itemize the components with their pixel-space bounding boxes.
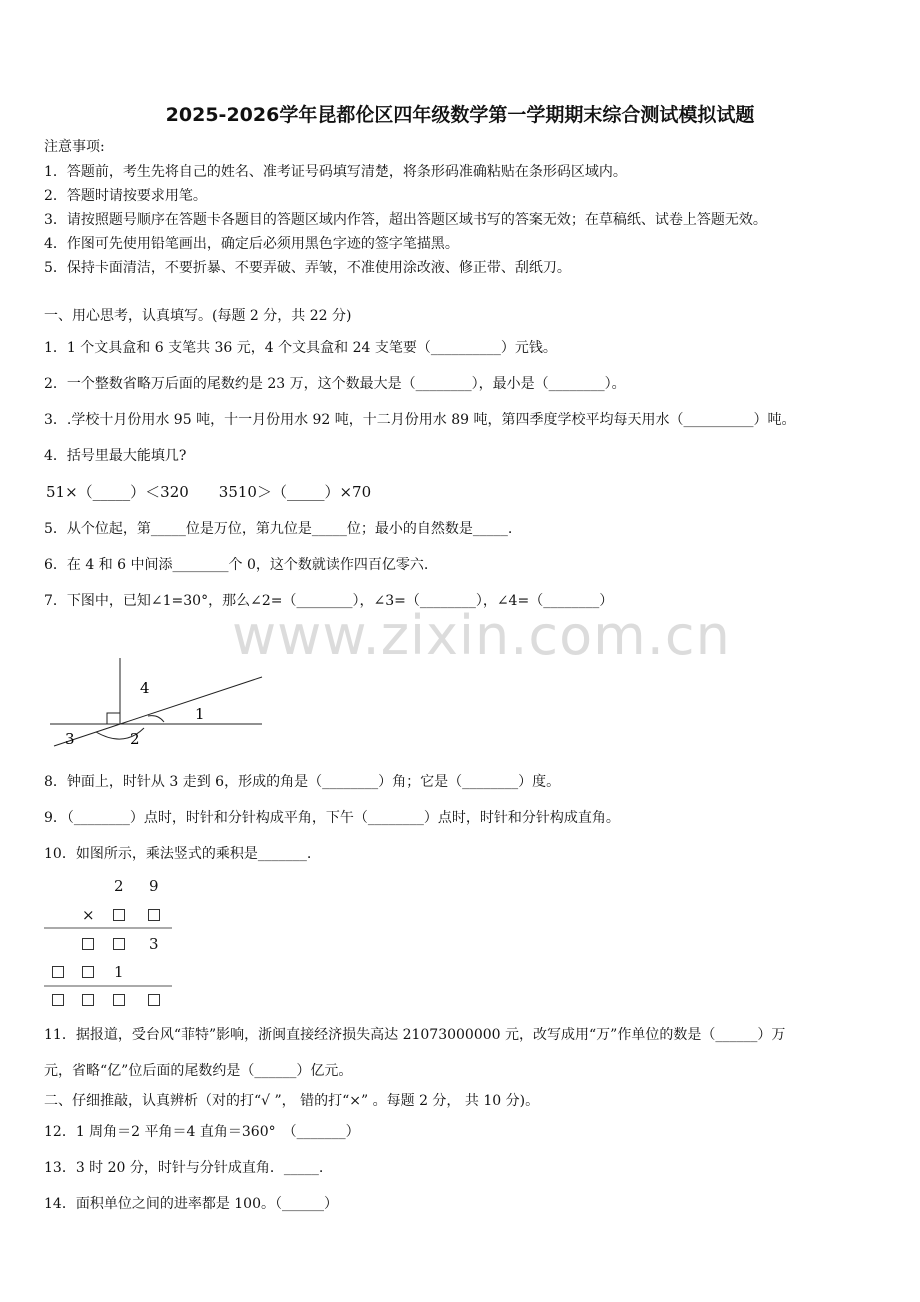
notice-item: 3．请按照题号顺序在答题卡各题目的答题区域内作答，超出答题区域书写的答案无效；在草稿纸、试卷上答题无效。	[44, 212, 767, 228]
digit: 2	[114, 877, 124, 895]
notice-item: 2．答题时请按要求用笔。	[44, 188, 207, 204]
question-5: 5．从个位起，第_____位是万位，第九位是_____位；最小的自然数是_____.	[44, 521, 513, 537]
oblique-line	[54, 677, 262, 746]
question-12: 12．1 周角＝2 平角＝4 直角＝360° （_______）	[44, 1124, 360, 1140]
blank-box	[113, 938, 125, 950]
question-11-continued: 元，省略“亿”位后面的尾数约是（______）亿元。	[44, 1063, 353, 1079]
blank-box	[113, 909, 125, 921]
angle-arc-1	[148, 716, 164, 722]
question-7: 7．下图中，已知∠1=30°，那么∠2=（________），∠3=（________），∠4=（________）	[44, 593, 614, 609]
question-14: 14．面积单位之间的进率都是 100。（______）	[44, 1196, 338, 1212]
blank-box	[148, 994, 160, 1006]
digit: 3	[149, 935, 159, 953]
blank-box	[52, 994, 64, 1006]
question-4-expression: 51×（_____）＜320 3510＞（_____）×70	[46, 483, 372, 501]
question-3: 3．.学校十月份用水 95 吨，十一月份用水 92 吨，十二月份用水 89 吨，第四季度学校平均每天用水（__________）吨。	[44, 412, 796, 428]
angle-label-1: 1	[195, 705, 205, 723]
question-11: 11．据报道，受台风“菲特”影响，浙闽直接经济损失高达 21073000000 元，改写成用“万”作单位的数是（______）万	[44, 1027, 786, 1043]
angle-figure	[44, 652, 274, 752]
blank-box	[82, 994, 94, 1006]
right-angle-mark	[107, 713, 120, 724]
blank-box	[52, 966, 64, 978]
watermark: www.zixin.com.cn	[232, 604, 731, 667]
angle-label-3: 3	[65, 730, 75, 748]
divider	[44, 985, 172, 987]
angle-label-4: 4	[140, 679, 150, 697]
digit: 9	[149, 877, 159, 895]
section-heading-2: 二、仔细推敲，认真辨析（对的打“√ ”， 错的打“×” 。每题 2 分， 共 10 分)。	[44, 1093, 540, 1109]
question-4: 4．括号里最大能填几?	[44, 448, 187, 464]
blank-box	[82, 966, 94, 978]
question-1: 1．1 个文具盒和 6 支笔共 36 元，4 个文具盒和 24 支笔要（__________）元钱。	[44, 340, 557, 356]
blank-box	[148, 909, 160, 921]
page-title: 2025-2026学年昆都伦区四年级数学第一学期期末综合测试模拟试题	[165, 104, 755, 126]
question-2: 2．一个整数省略万后面的尾数约是 23 万，这个数最大是（________），最小是（________）。	[44, 376, 626, 392]
section-heading-1: 一、用心思考，认真填写。(每题 2 分，共 22 分)	[44, 308, 352, 324]
blank-box	[82, 938, 94, 950]
notice-item: 1．答题前，考生先将自己的姓名、准考证号码填写清楚，将条形码准确粘贴在条形码区域内。	[44, 164, 627, 180]
blank-box	[113, 994, 125, 1006]
question-10: 10．如图所示，乘法竖式的乘积是_______.	[44, 846, 312, 862]
question-6: 6．在 4 和 6 中间添________个 0，这个数就读作四百亿零六.	[44, 557, 429, 573]
question-13: 13．3 时 20 分，时针与分针成直角．_____.	[44, 1160, 324, 1176]
question-8: 8．钟面上，时针从 3 走到 6，形成的角是（________）角；它是（________）度。	[44, 774, 561, 790]
notice-item: 5．保持卡面清洁，不要折暴、不要弄破、弄皱，不准使用涂改液、修正带、刮纸刀。	[44, 260, 571, 276]
angle-label-2: 2	[130, 730, 140, 748]
divider	[44, 927, 172, 929]
notice-item: 4．作图可先使用铅笔画出，确定后必须用黑色字迹的签字笔描黑。	[44, 236, 459, 252]
digit: 1	[114, 963, 124, 981]
notice-heading: 注意事项:	[44, 139, 105, 155]
times-sign: ×	[82, 906, 95, 924]
question-9: 9．（________）点时，时针和分针构成平角，下午（________）点时，时针和分针构成直角。	[44, 810, 620, 826]
